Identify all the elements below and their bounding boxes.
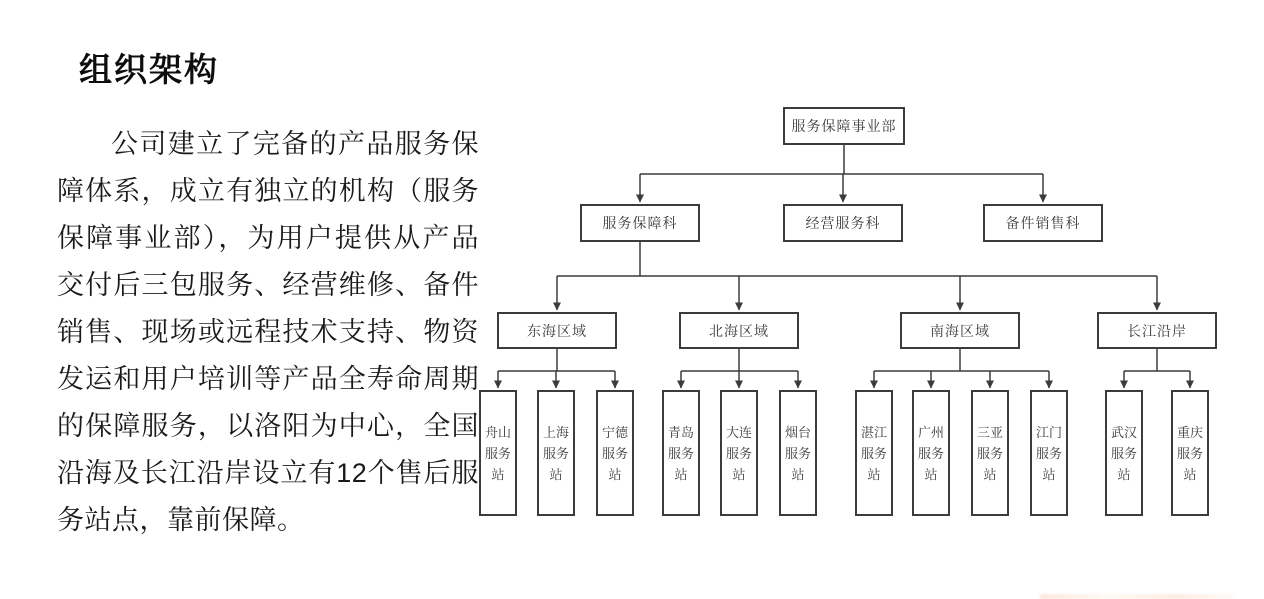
org-node-region-north-sea: 北海区域 xyxy=(679,312,799,349)
org-node-station-sanya: 三亚服务站 xyxy=(971,390,1009,516)
org-node-region-south-sea: 南海区域 xyxy=(900,312,1020,349)
org-node-station-yantai: 烟台服务站 xyxy=(779,390,817,516)
org-node-station-zhanjiang: 湛江服务站 xyxy=(855,390,893,516)
org-node-service-support-division: 服务保障事业部 xyxy=(783,107,905,145)
org-node-region-yangtze: 长江沿岸 xyxy=(1097,312,1217,349)
page-title: 组织架构 xyxy=(79,51,219,88)
org-node-parts-sales-dept: 备件销售科 xyxy=(983,204,1103,242)
intro-paragraph: 公司建立了完备的产品服务保障体系，成立有独立的机构（服务保障事业部），为用户提供从产品交付后三包服务、经营维修、备件销售、现场或远程技术支持、物资发运和用户培训等产品全寿命周期的保障服务，以洛阳为中心，全国沿海及长江沿岸设立有12个售后服务站点，靠前保障。 xyxy=(57,129,479,535)
org-node-station-jiangmen: 江门服务站 xyxy=(1030,390,1068,516)
org-node-station-dalian: 大连服务站 xyxy=(720,390,758,516)
org-node-station-chongqing: 重庆服务站 xyxy=(1171,390,1209,516)
org-node-station-ningde: 宁德服务站 xyxy=(596,390,634,516)
org-node-station-qingdao: 青岛服务站 xyxy=(662,390,700,516)
org-node-station-guangzhou: 广州服务站 xyxy=(912,390,950,516)
org-node-service-support-dept: 服务保障科 xyxy=(580,204,700,242)
org-node-station-zhoushan: 舟山服务站 xyxy=(479,390,517,516)
org-node-station-wuhan: 武汉服务站 xyxy=(1105,390,1143,516)
org-node-region-east-sea: 东海区域 xyxy=(497,312,617,349)
watermark-smudge xyxy=(1040,594,1236,599)
org-node-operations-service-dept: 经营服务科 xyxy=(783,204,903,242)
org-node-station-shanghai: 上海服务站 xyxy=(537,390,575,516)
